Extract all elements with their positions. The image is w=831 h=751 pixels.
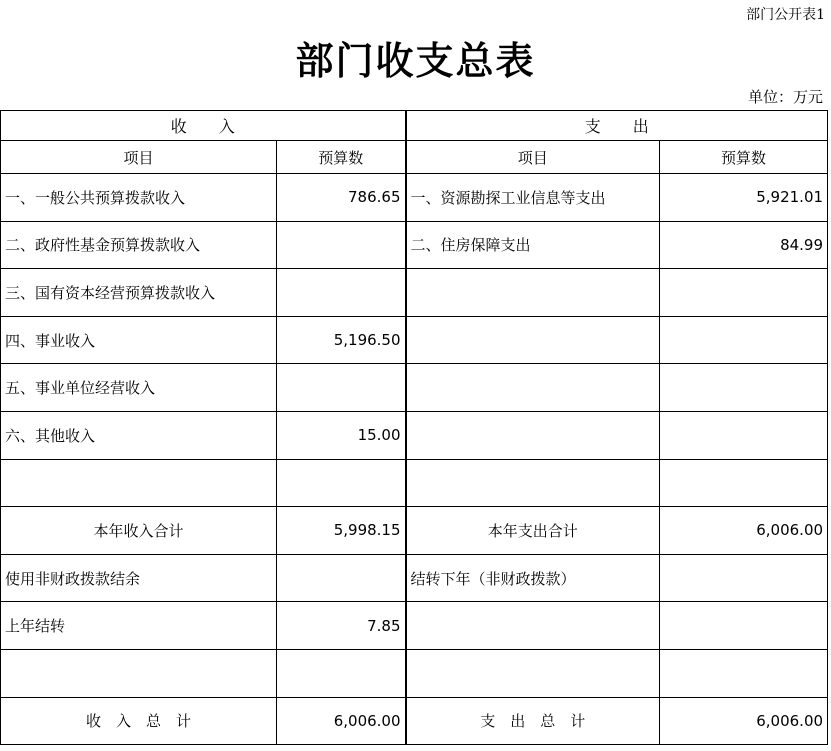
income-subtotal-value: 5,998.15 bbox=[277, 507, 406, 555]
income-section-header: 收 入 bbox=[1, 111, 406, 141]
expense-section-header: 支 出 bbox=[406, 111, 828, 141]
income-item: 使用非财政拨款结余 bbox=[1, 554, 277, 602]
expense-value bbox=[660, 364, 828, 412]
income-item: 六、其他收入 bbox=[1, 411, 277, 459]
table-row bbox=[1, 221, 828, 269]
income-value: 786.65 bbox=[277, 174, 406, 222]
expense-item-column-header: 项目 bbox=[406, 141, 660, 174]
expense-item bbox=[406, 459, 660, 507]
expense-value bbox=[660, 316, 828, 364]
page-title: 部门收支总表 bbox=[295, 38, 536, 83]
income-item: 三、国有资本经营预算拨款收入 bbox=[1, 269, 277, 317]
expense-total-label: 支 出 总 计 bbox=[406, 697, 660, 745]
expense-item: 结转下年（非财政拨款） bbox=[406, 554, 660, 602]
table-row bbox=[1, 554, 828, 602]
expense-value: 5,921.01 bbox=[660, 174, 828, 222]
expense-item bbox=[406, 649, 660, 697]
income-value bbox=[277, 554, 406, 602]
income-value bbox=[277, 459, 406, 507]
table-row bbox=[1, 316, 828, 364]
income-item: 上年结转 bbox=[1, 602, 277, 650]
income-expense-table bbox=[0, 110, 828, 745]
expense-item bbox=[406, 411, 660, 459]
income-value bbox=[277, 269, 406, 317]
income-total-value: 6,006.00 bbox=[277, 697, 406, 745]
expense-value bbox=[660, 459, 828, 507]
expense-item: 二、住房保障支出 bbox=[406, 221, 660, 269]
income-subtotal-label: 本年收入合计 bbox=[1, 507, 277, 555]
income-item: 四、事业收入 bbox=[1, 316, 277, 364]
section-header-row bbox=[1, 111, 828, 141]
unit-label: 单位：万元 bbox=[747, 88, 823, 106]
income-item-column-header: 项目 bbox=[1, 141, 277, 174]
document-number: 部门公开表1 bbox=[746, 7, 825, 23]
expense-subtotal-value: 6,006.00 bbox=[660, 507, 828, 555]
subtotal-row bbox=[1, 507, 828, 555]
income-value bbox=[277, 221, 406, 269]
table-row bbox=[1, 411, 828, 459]
table-row bbox=[1, 174, 828, 222]
expense-item bbox=[406, 316, 660, 364]
income-item bbox=[1, 649, 277, 697]
income-value: 5,196.50 bbox=[277, 316, 406, 364]
expense-item: 一、资源勘探工业信息等支出 bbox=[406, 174, 660, 222]
expense-value bbox=[660, 649, 828, 697]
expense-value: 84.99 bbox=[660, 221, 828, 269]
expense-value bbox=[660, 411, 828, 459]
expense-budget-column-header: 预算数 bbox=[660, 141, 828, 174]
expense-item bbox=[406, 364, 660, 412]
table-row bbox=[1, 364, 828, 412]
table-row bbox=[1, 459, 828, 507]
income-budget-column-header: 预算数 bbox=[277, 141, 406, 174]
expense-value bbox=[660, 269, 828, 317]
table-row bbox=[1, 649, 828, 697]
expense-value bbox=[660, 602, 828, 650]
income-value: 15.00 bbox=[277, 411, 406, 459]
expense-item bbox=[406, 602, 660, 650]
income-value bbox=[277, 364, 406, 412]
column-header-row bbox=[1, 141, 828, 174]
expense-subtotal-label: 本年支出合计 bbox=[406, 507, 660, 555]
table-row bbox=[1, 602, 828, 650]
expense-total-value: 6,006.00 bbox=[660, 697, 828, 745]
expense-value bbox=[660, 554, 828, 602]
grand-total-row bbox=[1, 697, 828, 745]
income-value: 7.85 bbox=[277, 602, 406, 650]
income-item: 一、一般公共预算拨款收入 bbox=[1, 174, 277, 222]
expense-item bbox=[406, 269, 660, 317]
income-item bbox=[1, 459, 277, 507]
table-row bbox=[1, 269, 828, 317]
income-item: 二、政府性基金预算拨款收入 bbox=[1, 221, 277, 269]
income-item: 五、事业单位经营收入 bbox=[1, 364, 277, 412]
income-value bbox=[277, 649, 406, 697]
income-total-label: 收 入 总 计 bbox=[1, 697, 277, 745]
